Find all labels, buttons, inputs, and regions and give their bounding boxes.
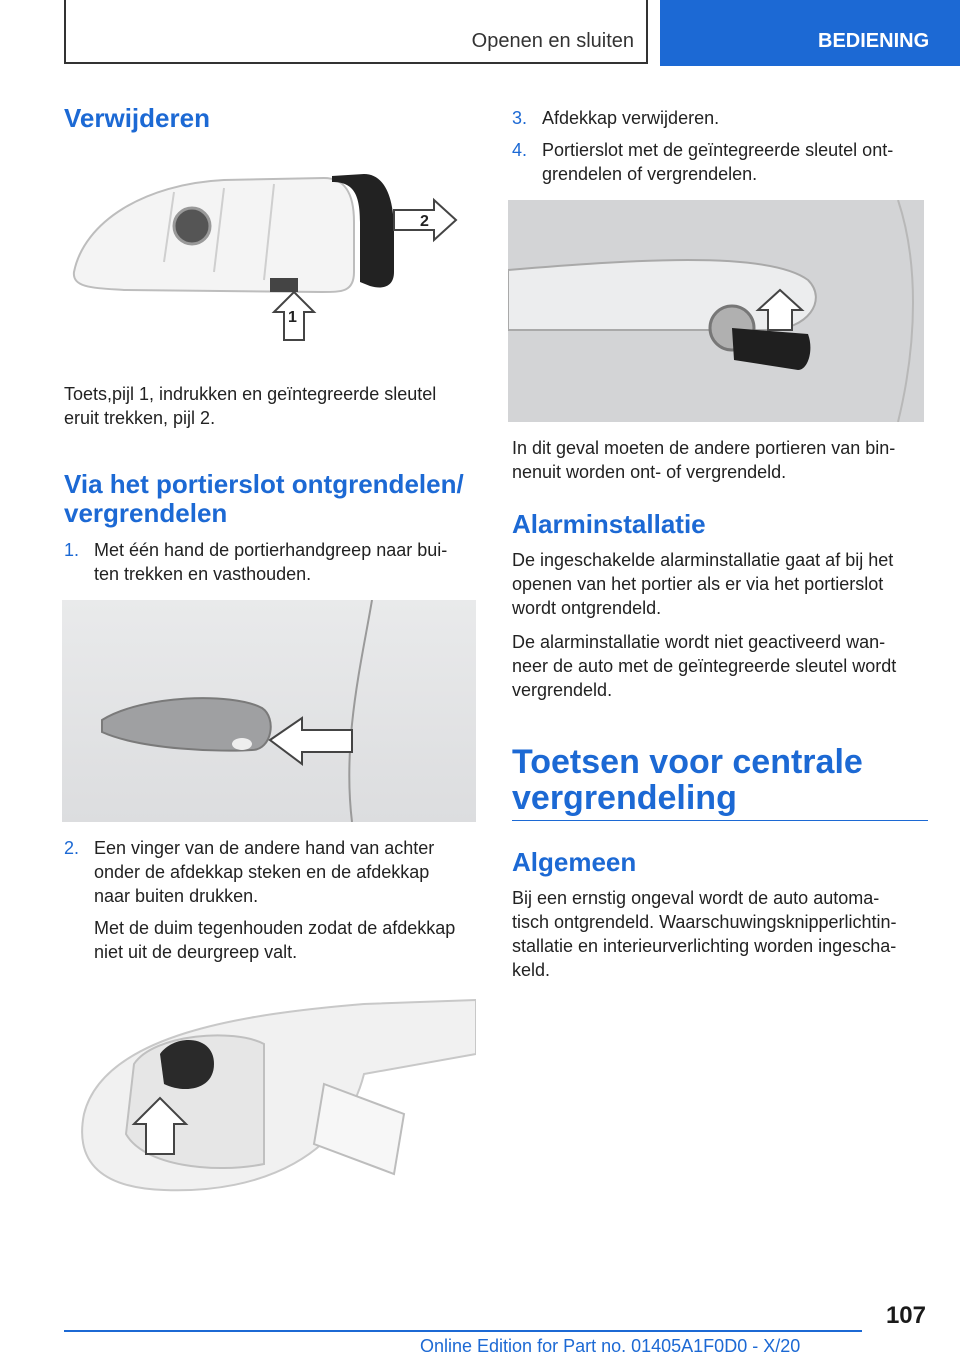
step-number: 4.	[512, 140, 528, 160]
alarm-text: vergrendeld.	[512, 680, 613, 700]
arrow-label-2: 2	[420, 213, 429, 230]
door-handle-svg	[62, 600, 476, 822]
heading-rule	[512, 820, 928, 821]
step-text: naar buiten drukken.	[94, 886, 259, 906]
heading-alarminstallatie: Alarminstallatie	[512, 509, 706, 539]
cover-cap-illustration	[64, 994, 476, 1204]
heading-algemeen: Algemeen	[512, 847, 637, 877]
step-text: onder de afdekkap steken en de afdekkap	[94, 862, 430, 882]
general-text: tisch ontgrendeld. Waarschuwingsknipperlichtin-	[512, 912, 897, 932]
footer-rule	[64, 1330, 862, 1332]
heading-portierslot: Via het portierslot ontgrendelen/	[64, 469, 464, 499]
alarm-text: De ingeschakelde alarminstallatie gaat af bij het	[512, 550, 894, 570]
chapter-tab-label: BEDIENING	[818, 30, 930, 52]
key-removal-illustration	[64, 162, 476, 372]
general-text: Bij een ernstig ongeval wordt de auto automa-	[512, 888, 880, 908]
alarm-text: wordt ontgrendeld.	[512, 598, 662, 618]
remove-text-line: eruit trekken, pijl 2.	[64, 408, 216, 428]
note-text: nenuit worden ont- of vergrendeld.	[512, 462, 787, 482]
step-text: Afdekkap verwijderen.	[542, 108, 720, 128]
heading-verwijderen: Verwijderen	[64, 103, 210, 133]
general-text: stallatie en interieurverlichting worden ingescha-	[512, 936, 897, 956]
step-text: ten trekken en vasthouden.	[94, 564, 312, 584]
key-illustration-svg	[64, 162, 476, 372]
footer-edition: Online Edition for Part no. 01405A1F0D0 - X/20	[420, 1336, 801, 1356]
door-lock-illustration	[508, 200, 924, 422]
cover-cap-svg	[64, 994, 476, 1204]
door-handle-illustration	[62, 600, 476, 822]
step-text: Met één hand de portierhandgreep naar bui-	[94, 540, 448, 560]
door-lock-svg	[508, 200, 924, 422]
step-text: grendelen of vergrendelen.	[542, 164, 758, 184]
page-number: 107	[885, 1302, 926, 1329]
heading-toetsen-centrale-cont: vergrendeling	[512, 779, 737, 817]
step-text: Met de duim tegenhouden zodat de afdekkap	[94, 918, 456, 938]
remove-text-line: Toets,pijl 1, indrukken en geïntegreerde sleutel	[64, 384, 437, 404]
step-text: Een vinger van de andere hand van achter	[94, 838, 435, 858]
note-text: In dit geval moeten de andere portieren van bin-	[512, 438, 896, 458]
step-text: Portierslot met de geïntegreerde sleutel ont-	[542, 140, 894, 160]
step-number: 2.	[64, 838, 80, 858]
step-number: 1.	[64, 540, 80, 560]
chapter-tab	[660, 0, 960, 66]
step-number: 3.	[512, 108, 528, 128]
alarm-text: neer de auto met de geïntegreerde sleutel wordt	[512, 656, 897, 676]
arrow-label-1: 1	[288, 309, 297, 326]
alarm-text: openen van het portier als er via het portierslot	[512, 574, 884, 594]
heading-portierslot-cont: vergrendelen	[64, 498, 228, 528]
heading-toetsen-centrale: Toetsen voor centrale	[512, 743, 863, 781]
alarm-text: De alarminstallatie wordt niet geactiveerd wan-	[512, 632, 886, 652]
step-text: niet uit de deurgreep valt.	[94, 942, 298, 962]
section-title: Openen en sluiten	[471, 30, 634, 52]
general-text: keld.	[512, 960, 551, 980]
